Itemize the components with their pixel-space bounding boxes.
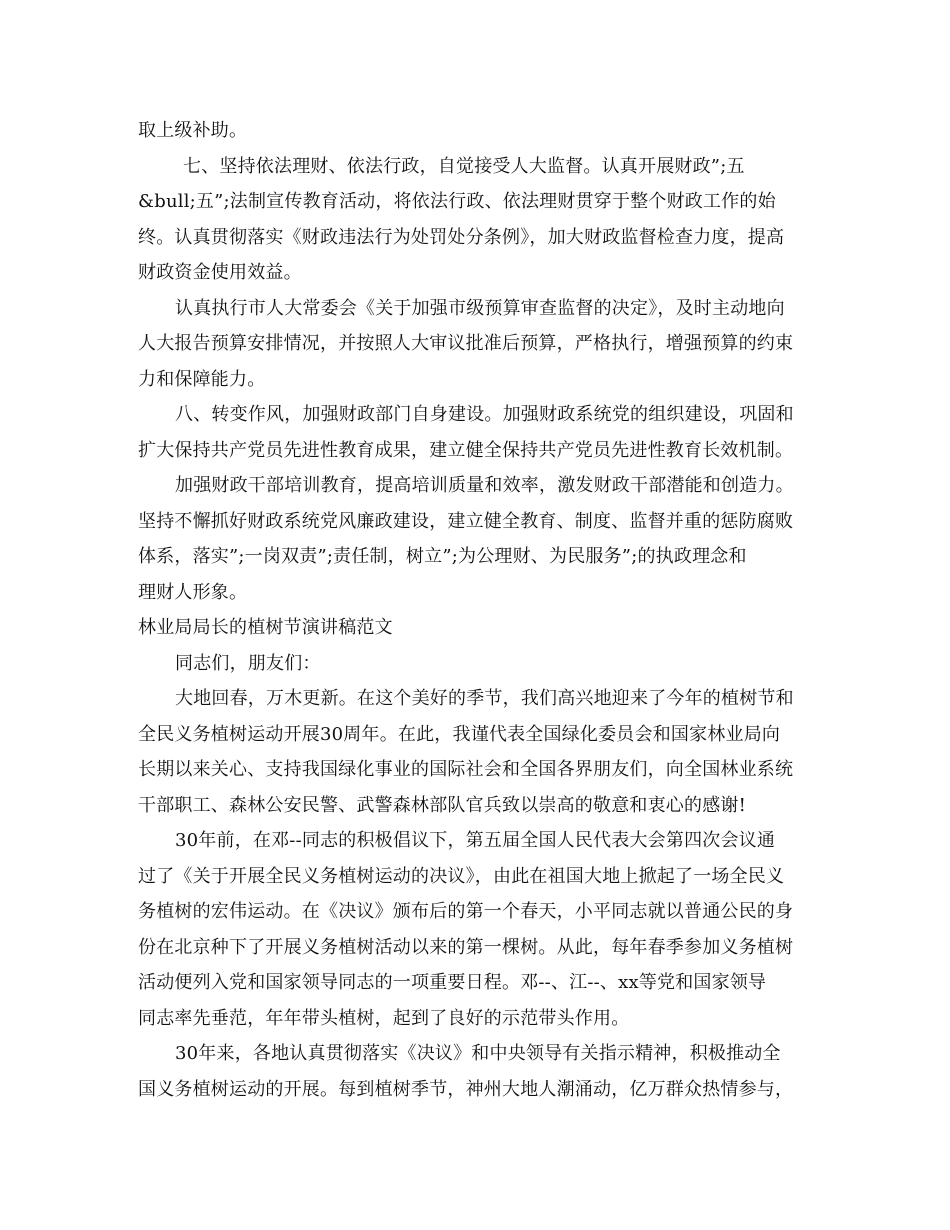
- text-line: 体系，落实”;一岗双责”;责任制，树立”;为公理财、为民服务”;的执政理念和: [138, 546, 747, 567]
- salutation-line: 同志们，朋友们：: [175, 652, 321, 674]
- paragraph-start-line: 认真执行市人大常委会《关于加强市级预算审查监督的决定》，及时主动地向: [175, 297, 785, 319]
- text-line: 干部职工、森林公安民警、武警森林部队官兵致以崇高的敬意和衷心的感谢!: [138, 794, 747, 816]
- text-line: 份在北京种下了开展义务植树活动以来的第一棵树。从此，每年春季参加义务植树: [138, 936, 794, 958]
- text-line: 全民义务植树运动开展30周年。在此，我谨代表全国绿化委员会和国家林业局向: [138, 723, 781, 745]
- text-line: 务植树的宏伟运动。在《决议》颁布后的第一个春天，小平同志就以普通公民的身: [138, 901, 794, 922]
- text-line: 理财人形象。: [138, 581, 248, 603]
- paragraph-start-line: 大地回春，万木更新。在这个美好的季节，我们高兴地迎来了今年的植树节和: [175, 688, 794, 709]
- text-line: 长期以来关心、支持我国绿化事业的国际社会和全国各界朋友们，向全国林业系统: [138, 759, 794, 780]
- paragraph-start-line: 30年来，各地认真贯彻落实《决议》和中央领导有关指示精神，积极推动全: [175, 1043, 781, 1064]
- text-line: 国义务植树运动的开展。每到植树季节，神州大地人潮涌动，亿万群众热情参与，: [138, 1078, 794, 1100]
- text-line: 终。认真贯彻落实《财政违法行为处罚处分条例》，加大财政监督检查力度，提高: [138, 226, 785, 248]
- text-line: 过了《关于开展全民义务植树运动的决议》，由此在祖国大地上掀起了一场全民义: [138, 865, 785, 887]
- paragraph-start-line: 七、坚持依法理财、依法行政，自觉接受人大监督。认真开展财政”;五: [183, 155, 745, 177]
- text-line: &bull;五”;法制宣传教育活动，将依法行政、依法理财贯穿于整个财政工作的始: [138, 191, 776, 212]
- text-line: 财政资金使用效益。: [138, 262, 302, 283]
- paragraph-start-line: 加强财政干部培训教育，提高培训质量和效率，激发财政干部潜能和创造力。: [175, 475, 794, 496]
- section-title: 林业局局长的植树节演讲稿范文: [138, 617, 393, 638]
- text-line: 扩大保持共产党员先进性教育成果，建立健全保持共产党员先进性教育长效机制。: [138, 439, 794, 461]
- text-line: 力和保障能力。: [138, 368, 266, 390]
- text-line: 同志率先垂范，年年带头植树，起到了良好的示范带头作用。: [138, 1007, 630, 1029]
- text-line: 坚持不懈抓好财政系统党风廉政建设，建立健全教育、制度、监督并重的惩防腐败: [138, 510, 794, 532]
- text-line: 活动便列入党和国家领导同志的一项重要日程。邓--、江--、xx等党和国家领导: [138, 972, 767, 993]
- paragraph-start-line: 30年前，在邓--同志的积极倡议下，第五届全国人民代表大会第四次会议通: [175, 830, 776, 851]
- text-line: 取上级补助。: [138, 120, 248, 141]
- paragraph-start-line: 八、转变作风，加强财政部门自身建设。加强财政系统党的组织建设，巩固和: [175, 404, 794, 425]
- text-line: 人大报告预算安排情况，并按照人大审议批准后预算，严格执行，增强预算的约束: [138, 333, 794, 354]
- document-body: [138, 113, 818, 1107]
